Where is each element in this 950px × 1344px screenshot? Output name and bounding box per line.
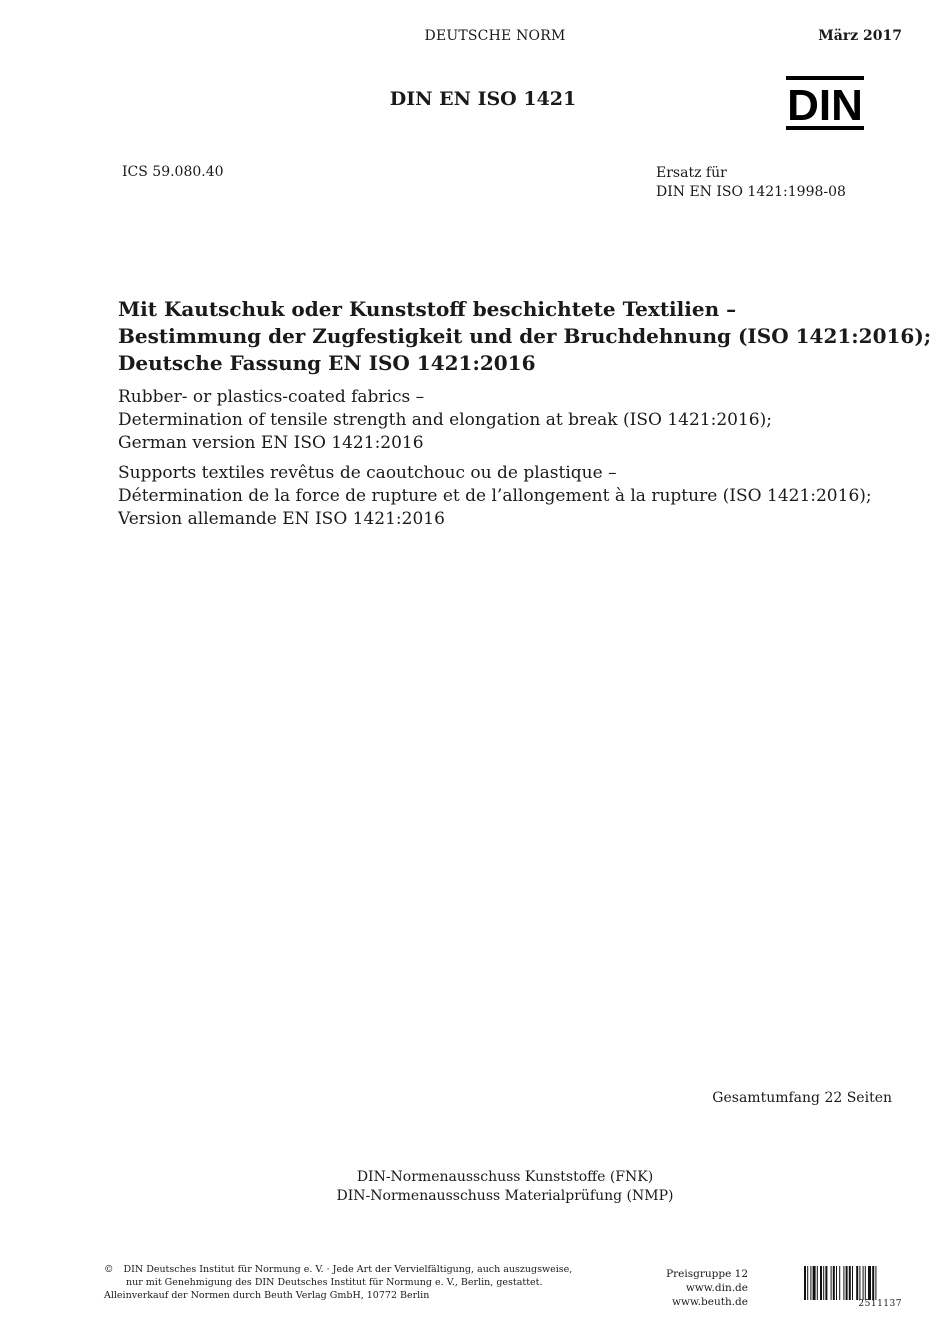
title-german: [118, 296, 931, 377]
barcode-number: 2511137: [858, 1299, 902, 1309]
barcode: [804, 1266, 902, 1300]
barcode-bar: [807, 1266, 808, 1300]
title-french-line: Détermination de la force de rupture et de l’allongement à la rupture (ISO 1421:2016);: [118, 486, 872, 506]
committees: [0, 1168, 950, 1206]
barcode-bar: [823, 1266, 824, 1300]
barcode-bar: [820, 1266, 822, 1300]
barcode-bar: [868, 1266, 871, 1300]
copyright-line: Alleinverkauf der Normen durch Beuth Verlag GmbH, 10772 Berlin: [104, 1290, 430, 1301]
din-logo: [786, 76, 864, 130]
website-din: www.din.de: [685, 1282, 748, 1294]
title-english-line: Rubber- or plastics-coated fabrics –: [118, 387, 425, 407]
replaces-block: [656, 164, 846, 202]
barcode-bar: [846, 1266, 848, 1300]
barcode-bar: [865, 1266, 866, 1300]
price-group: Preisgruppe 12: [666, 1268, 748, 1280]
committee-name: DIN-Normenausschuss Materialprüfung (NMP): [336, 1188, 674, 1204]
barcode-bar: [852, 1266, 853, 1300]
replaces-label: Ersatz für: [656, 165, 727, 181]
title-french-line: Version allemande EN ISO 1421:2016: [118, 509, 445, 529]
title-german-line: Bestimmung der Zugfestigkeit und der Bruchdehnung (ISO 1421:2016);: [118, 324, 932, 348]
barcode-bar: [843, 1266, 844, 1300]
norm-type: DEUTSCHE NORM: [424, 28, 566, 44]
price-info: [664, 1267, 748, 1309]
barcode-bar: [856, 1266, 858, 1300]
document-id: DIN EN ISO 1421: [389, 88, 577, 110]
title-german-line: Mit Kautschuk oder Kunststoff beschichtete Textilien –: [118, 297, 737, 321]
title-english: [118, 386, 772, 455]
title-english-line: Determination of tensile strength and elongation at break (ISO 1421:2016);: [118, 410, 772, 430]
barcode-bar: [825, 1266, 827, 1300]
title-french-line: Supports textiles revêtus de caoutchouc ou de plastique –: [118, 463, 617, 483]
barcode-bar: [863, 1266, 864, 1300]
committee-name: DIN-Normenausschuss Kunststoffe (FNK): [356, 1169, 654, 1185]
copyright-notice: [104, 1263, 572, 1302]
title-french: [118, 462, 872, 531]
ics-code: ICS 59.080.40: [122, 164, 224, 180]
barcode-bar: [804, 1266, 806, 1300]
title-german-line: Deutsche Fassung EN ISO 1421:2016: [118, 351, 536, 375]
barcode-bar: [810, 1266, 811, 1300]
barcode-bar: [833, 1266, 835, 1300]
barcode-bar: [872, 1266, 874, 1300]
logo-text: DIN: [787, 81, 863, 130]
barcode-bar: [813, 1266, 816, 1300]
issue-date: März 2017: [818, 28, 902, 44]
website-beuth: www.beuth.de: [671, 1296, 748, 1308]
barcode-bar: [836, 1266, 837, 1300]
barcode-bar: [831, 1266, 832, 1300]
copyright-line: nur mit Genehmigung des DIN Deutsches Institut für Normung e. V., Berlin, gestattet.: [126, 1277, 543, 1288]
barcode-bar: [817, 1266, 818, 1300]
copyright-icon: ©: [104, 1264, 114, 1275]
copyright-line: DIN Deutsches Institut für Normung e. V. · Jede Art der Vervielfältigung, auch auszugsweise,: [123, 1264, 573, 1275]
barcode-bar: [839, 1266, 840, 1300]
barcode-bar: [849, 1266, 851, 1300]
replaces-value: DIN EN ISO 1421:1998-08: [656, 184, 846, 200]
total-pages: Gesamtumfang 22 Seiten: [712, 1090, 892, 1106]
barcode-bar: [859, 1266, 860, 1300]
title-english-line: German version EN ISO 1421:2016: [118, 433, 424, 453]
barcode-bar: [875, 1266, 876, 1300]
